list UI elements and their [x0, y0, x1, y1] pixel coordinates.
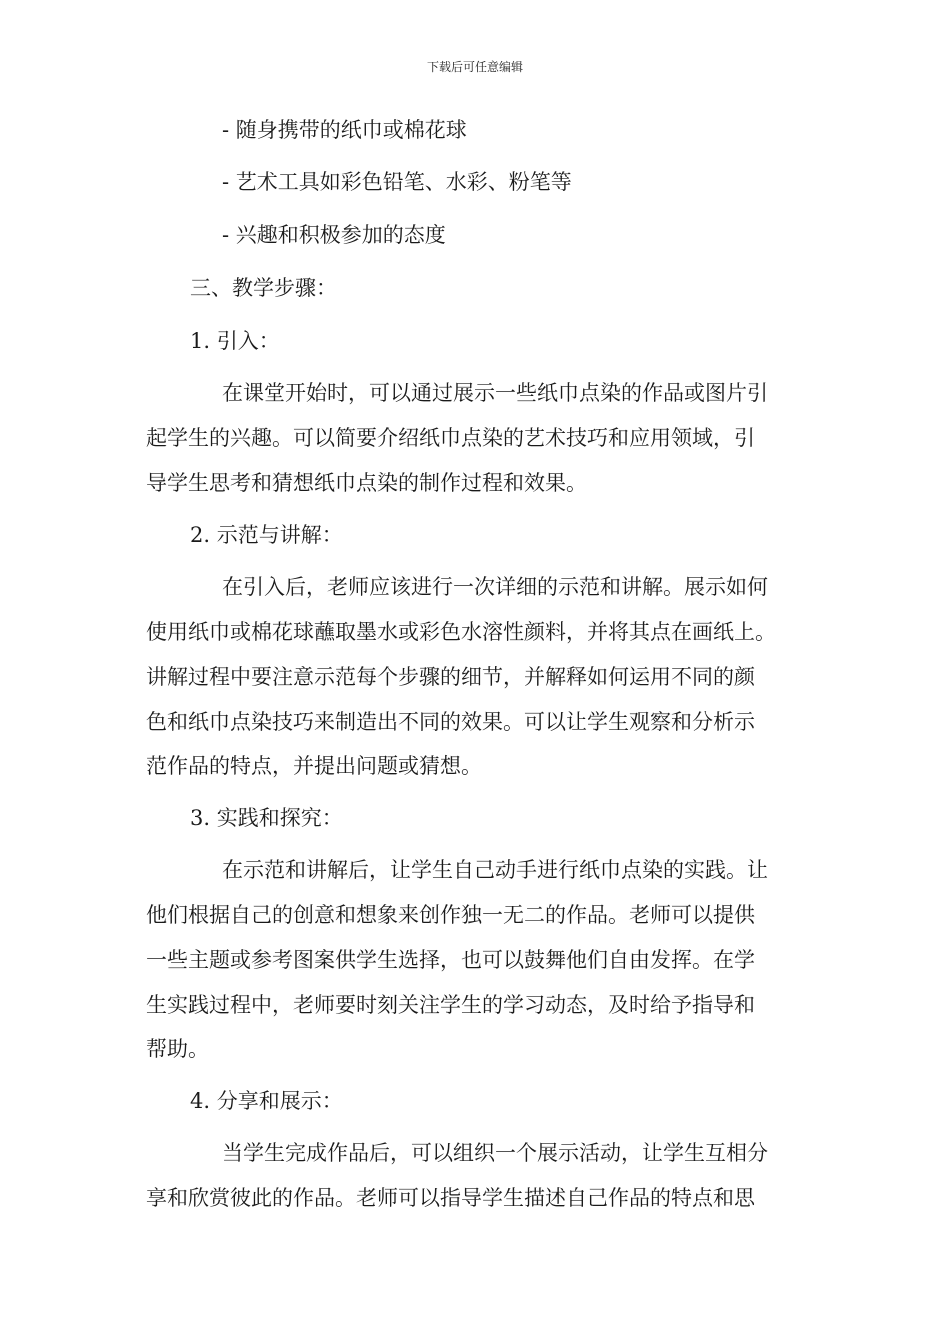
- step-heading: 4. 分享和展示：: [190, 1089, 343, 1113]
- paragraph-line: 色和纸巾点染技巧来制造出不同的效果。可以让学生观察和分析示: [146, 710, 755, 734]
- step-heading: 1. 引入：: [190, 329, 280, 353]
- paragraph-line: 导学生思考和猜想纸巾点染的制作过程和效果。: [146, 471, 587, 495]
- page-header: 下载后可任意编辑: [426, 60, 523, 74]
- bullet-item: - 兴趣和积极参加的态度: [222, 223, 446, 247]
- step-heading: 2. 示范与讲解：: [190, 523, 343, 547]
- paragraph-line: 一些主题或参考图案供学生选择，也可以鼓舞他们自由发挥。在学: [146, 948, 755, 972]
- bullet-item: - 随身携带的纸巾或棉花球: [222, 118, 467, 142]
- paragraph-line: 在课堂开始时，可以通过展示一些纸巾点染的作品或图片引: [222, 381, 768, 405]
- paragraph-line: 享和欣赏彼此的作品。老师可以指导学生描述自己作品的特点和思: [146, 1186, 755, 1210]
- paragraph-line: 范作品的特点，并提出问题或猜想。: [146, 754, 482, 778]
- paragraph-line: 在引入后，老师应该进行一次详细的示范和讲解。展示如何: [222, 575, 768, 599]
- paragraph-line: 帮助。: [146, 1037, 209, 1061]
- paragraph-line: 在示范和讲解后，让学生自己动手进行纸巾点染的实践。让: [222, 858, 768, 882]
- paragraph-line: 讲解过程中要注意示范每个步骤的细节，并解释如何运用不同的颜: [146, 665, 755, 689]
- paragraph-line: 当学生完成作品后，可以组织一个展示活动，让学生互相分: [222, 1141, 768, 1165]
- bullet-item: - 艺术工具如彩色铅笔、水彩、粉笔等: [222, 170, 572, 194]
- section-title: 三、教学步骤：: [190, 276, 337, 300]
- paragraph-line: 他们根据自己的创意和想象来创作独一无二的作品。老师可以提供: [146, 903, 755, 927]
- paragraph-line: 起学生的兴趣。可以简要介绍纸巾点染的艺术技巧和应用领域，引: [146, 426, 755, 450]
- paragraph-line: 使用纸巾或棉花球蘸取墨水或彩色水溶性颜料，并将其点在画纸上。: [146, 620, 776, 644]
- step-heading: 3. 实践和探究：: [190, 806, 343, 830]
- paragraph-line: 生实践过程中，老师要时刻关注学生的学习动态，及时给予指导和: [146, 993, 755, 1017]
